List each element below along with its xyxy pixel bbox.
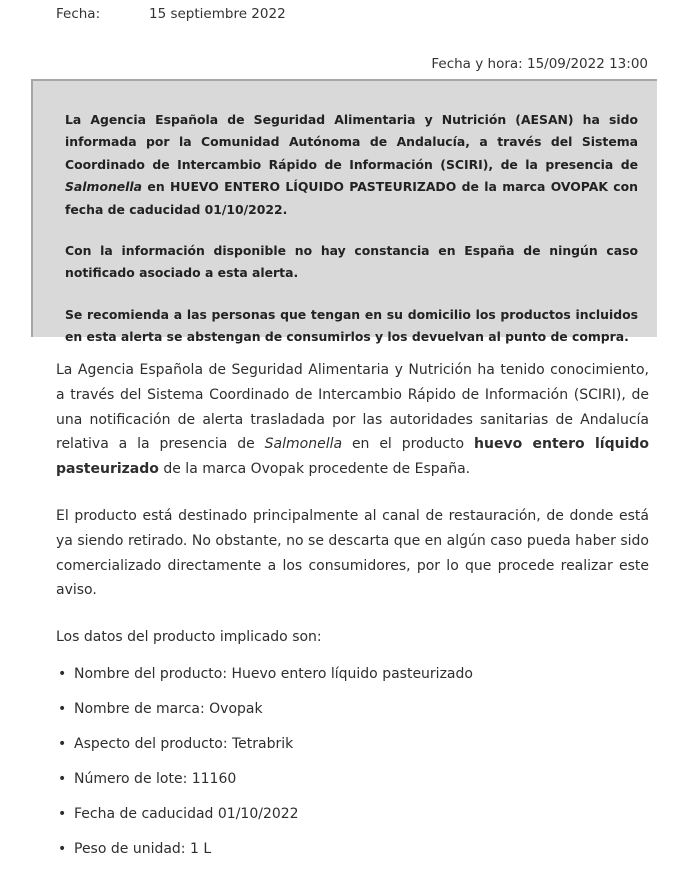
date-row <box>56 6 286 22</box>
list-item-text: Número de lote: 11160 <box>74 770 237 787</box>
body-text: en el producto <box>342 436 475 453</box>
body-italic-text: Salmonella <box>264 436 343 453</box>
list-item <box>56 699 649 719</box>
body-bold-text: huevo entero líquido pasteurizado <box>56 436 650 478</box>
alert-italic-text: Salmonella <box>65 179 143 195</box>
date-time: Fecha y hora: 15/09/2022 13:00 <box>431 56 648 72</box>
list-item <box>56 734 649 754</box>
bullet-icon: • <box>58 805 67 822</box>
list-item <box>56 664 649 684</box>
body-paragraph-2: El producto está destinado principalmente al canal de restauración, de donde está ya siendo retirado. No obstante, no se descarta que en algún caso pueda haber sido comercializado directamente a los consumidores, por lo que procede realizar este aviso. <box>56 507 649 599</box>
list-item <box>56 839 649 859</box>
bullet-icon: • <box>58 840 67 857</box>
list-item-text: Aspecto del producto: Tetrabrik <box>74 735 294 752</box>
body-text: de la marca Ovopak procedente de España. <box>158 461 471 478</box>
date-label: Fecha: <box>56 6 101 22</box>
alert-paragraph-3: Se recomienda a las personas que tengan en su domicilio los productos incluidos en esta alerta se abstengan de consumirlos y los devuelvan al punto de compra. <box>65 306 638 345</box>
alert-text: en HUEVO ENTERO LÍQUIDO PASTEURIZADO de la marca OVOPAK con fecha de caducidad 01/10/2022. <box>65 179 638 217</box>
product-details-list <box>56 664 649 859</box>
bullet-icon: • <box>58 665 67 682</box>
alert-text: La Agencia Española de Seguridad Alimentaria y Nutrición (AESAN) ha sido informada por la Comunidad Autónoma de Andalucía, a través del Sistema Coordinado de Intercambio Rápido de Información (SCIRI), de la presencia de <box>65 112 638 172</box>
body-text: La Agencia Española de Seguridad Alimentaria y Nutrición ha tenido conocimiento, a través del Sistema Coordinado de Intercambio Rápido de Información (SCIRI), de una notificación de alerta trasladada por las autoridades sanitarias de Andalucía relativa a la presencia de <box>56 362 649 453</box>
date-value: 15 septiembre 2022 <box>149 6 286 22</box>
body-paragraph-3: Los datos del producto implicado son: <box>56 629 322 646</box>
body-paragraph-1 <box>56 358 649 482</box>
bullet-icon: • <box>58 770 67 787</box>
main-content <box>56 358 649 874</box>
alert-paragraph-2: Con la información disponible no hay constancia en España de ningún caso notificado asociado a esta alerta. <box>65 243 638 281</box>
list-item <box>56 769 649 789</box>
bullet-icon: • <box>58 735 67 752</box>
alert-summary-box <box>31 79 657 345</box>
list-item-text: Fecha de caducidad 01/10/2022 <box>74 805 299 822</box>
list-item-text: Nombre de marca: Ovopak <box>74 700 263 717</box>
list-item-text: Peso de unidad: 1 L <box>74 840 212 857</box>
list-item-text: Nombre del producto: Huevo entero líquido pasteurizado <box>74 665 473 682</box>
bullet-icon: • <box>58 700 67 717</box>
alert-paragraph-1 <box>65 109 638 221</box>
list-item <box>56 804 649 824</box>
